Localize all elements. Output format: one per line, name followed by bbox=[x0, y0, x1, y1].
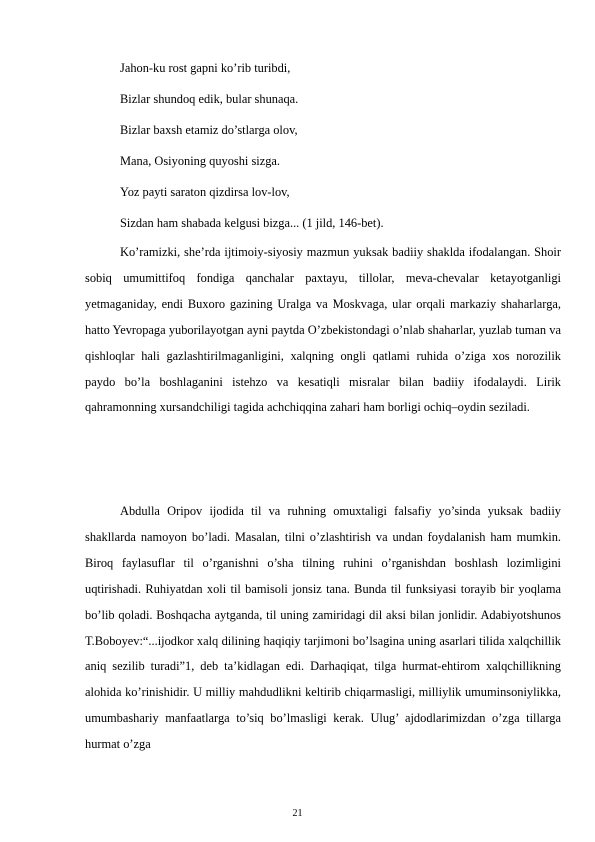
poem-line: Yoz payti saraton qizdirsa lov-lov, bbox=[120, 185, 290, 199]
poem-line: Jahon-ku rost gapni ko’rib turibdi, bbox=[120, 61, 291, 75]
page-number: 21 bbox=[292, 808, 303, 819]
poem-line: Bizlar baxsh etamiz do’stlarga olov, bbox=[120, 123, 298, 137]
poem-line: Bizlar shundoq edik, bular shunaqa. bbox=[120, 92, 299, 106]
poem-line: Mana, Osiyoning quyoshi sizga. bbox=[120, 154, 281, 168]
poem-line: Sizdan ham shabada kelgusi bizga... (1 jild, 146-bet). bbox=[120, 216, 384, 230]
body-paragraph: Ko’ramizki, she’rda ijtimoiy-siyosiy mazmun yuksak badiiy shaklda ifodalangan. Shoir sobiq umumittifoq fondiga qanchalar paxtayu, tillolar, meva-chevalar ketayotganligi yetmaganiday, endi Buxoro gazining Uralga va Moskvaga, ular orqali markaziy shaharlarga, hatto Yevropaga yuborilayotgan ayni paytda O’zbekistondagi o’nlab shaharlar, yuzlab tuman va qishloqlar hali gazlashtirilmaganligini, xalqning ongli qatlami ruhida o’ziga xos norozilik paydo bo’la boshlaganini istehzo va kesatiqli misralar bilan badiiy ifodalaydi. Lirik qahramonning xursandchiligi tagida achchiqqina zahari ham borligi ochiq–oydin seziladi. bbox=[85, 245, 561, 415]
body-paragraph: Abdulla Oripov ijodida til va ruhning omuxtaligi falsafiy yo’sinda yuksak badiiy shakllarda namoyon bo’ladi. Masalan, tilni o’zlashtirish va undan foydalanish ham mumkin. Biroq faylasuflar til o’rganishni o’sha tilning ruhini o’rganishdan boshlash lozimligini uqtirishadi. Ruhiyatdan xoli til bamisoli jonsiz tana. Bunda til funksiyasi torayib bir yoqlama bo’lib qoladi. Boshqacha aytganda, til uning zamiridagi dil aksi bilan jonlidir. Adabiyotshunos T.Boboyev:“...ijodkor xalq dilining haqiqiy tarjimoni bo’lsagina uning asarlari tilida xalqchillik aniq sezilib turadi”1, deb ta’kidlagan edi. Darhaqiqat, tilga hurmat-ehtirom xalqchillikning alohida ko’rinishidir. U milliy mahdudlikni keltirib chiqarmasligi, milliylik umuminsoniylikka, umumbashariy manfaatlarga to’siq bo’lmasligi kerak. Ulug’ ajdodlarimizdan o’zga tillarga hurmat o’zga bbox=[85, 504, 561, 752]
